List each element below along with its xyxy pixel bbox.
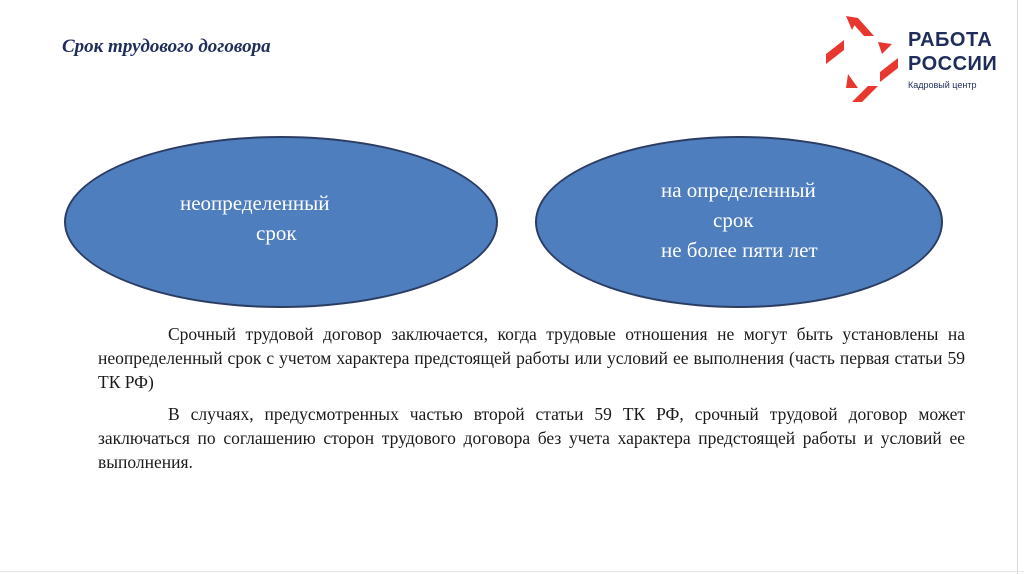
indefinite-term-line-1: неопределенный: [180, 191, 330, 215]
right-edge-divider: [1017, 0, 1018, 574]
paragraph-1: Срочный трудовой договор заключается, когда трудовые отношения не могут быть установлены на неопределенный срок с учетом характера предстоящей работы или условий ее выполнения (часть первая статьи 59 ТК РФ): [98, 324, 965, 392]
logo-subtitle: Кадровый центр: [908, 80, 977, 90]
body-text: [98, 322, 965, 482]
four-arrows-logo-icon: [822, 14, 902, 106]
fixed-term-line-1: на определенный: [661, 178, 816, 202]
fixed-term-line-3: не более пяти лет: [661, 238, 818, 262]
slide-title: Срок трудового договора: [62, 36, 271, 57]
paragraph-2: В случаях, предусмотренных частью второй статьи 59 ТК РФ, срочный трудовой договор может заключаться по соглашению сторон трудового договора без учета характера предстоящей работы и условий ее выполнения.: [98, 404, 965, 472]
fixed-term-line-2: срок: [713, 208, 754, 232]
logo-wordmark: [908, 28, 997, 76]
bottom-edge-divider: [0, 571, 1024, 572]
fixed-term-text: [661, 175, 818, 265]
indefinite-term-line-2: срок: [256, 221, 297, 245]
indefinite-term-oval: [64, 136, 498, 308]
logo-line-2: РОССИИ: [908, 53, 998, 75]
rabota-rossii-logo: [822, 14, 1002, 106]
logo-line-1: РАБОТА: [908, 29, 993, 51]
fixed-term-oval: [535, 136, 943, 308]
indefinite-term-text: [180, 188, 329, 248]
